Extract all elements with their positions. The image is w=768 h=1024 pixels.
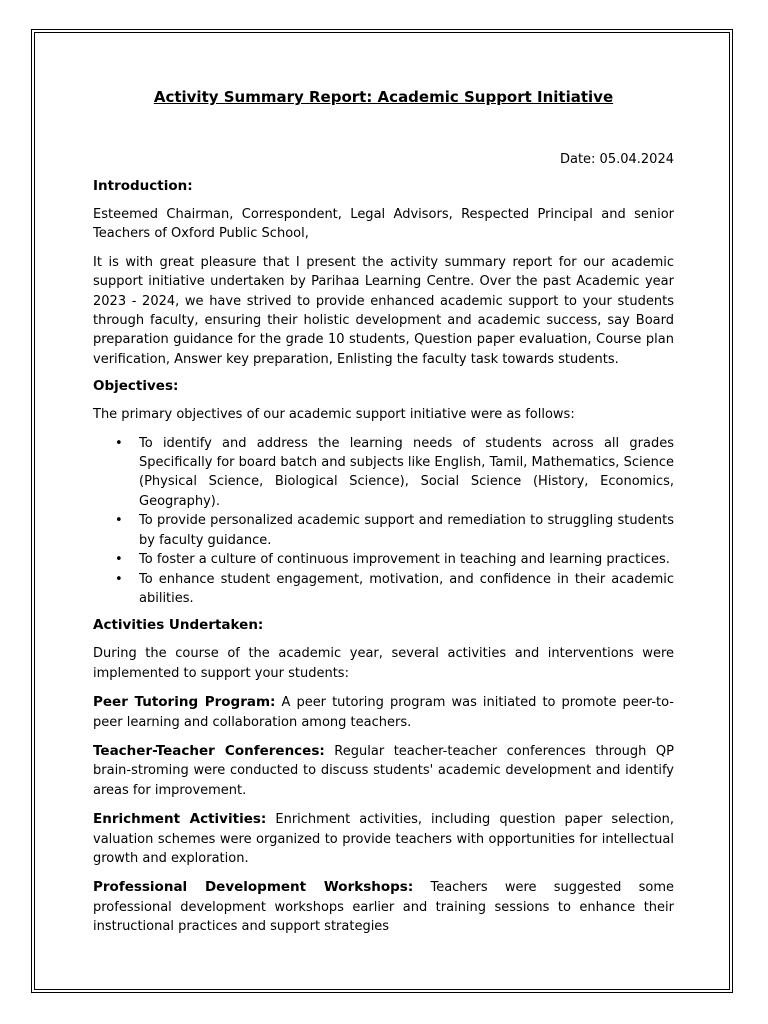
objectives-heading: Objectives: [93, 378, 179, 395]
activity-description: Enrichment activities, including question paper selection, valuation schemes were organized to provide teachers with opportunities for intellectual growth and exploration. [93, 812, 674, 866]
introduction-heading: Introduction: [93, 178, 193, 194]
objectives-intro: The primary objectives of our academic support initiative were as follows: [93, 407, 575, 423]
intro-paragraph: It is with great pleasure that I present the activity summary report for our academic support initiative undertaken by Parihaa Learning Centre. Over the past Academic year 2023 - 2024, we have strived to provide enhanced academic support to your students through faculty, ensuring their holistic development and academic success, say Board preparation guidance for the grade 10 students, Question paper evaluation, Course plan verification, Answer key preparation, Enlisting the faculty task towards students. [93, 254, 674, 367]
activity-description: A peer tutoring program was initiated to promote peer-to-peer learning and collaboration among teachers. [93, 695, 674, 730]
activity-enrichment [93, 810, 674, 868]
activity-peer-tutoring [93, 693, 674, 732]
objective-text: To identify and address the learning needs of students across all grades Specifically for board batch and subjects like English, Tamil, Mathematics, Science (Physical Science, Biological Science), Social Science (History, Economics, Geography). [139, 435, 674, 509]
activity-name: Peer Tutoring Program: [93, 694, 276, 711]
document-date: Date: 05.04.2024 [559, 152, 674, 167]
bullet-icon: • [115, 435, 123, 451]
activity-description: Teachers were suggested some professional development workshops earlier and training sessions to enhance their instructional practices and support strategies [93, 880, 674, 935]
bullet-icon: • [115, 571, 123, 587]
activities-intro: During the course of the academic year, several activities and interventions were implemented to support your students: [93, 646, 674, 681]
list-item [115, 511, 674, 550]
bullet-icon: • [115, 513, 123, 529]
activity-name: Enrichment Activities: [93, 811, 267, 828]
activity-name: Professional Development Workshops: [93, 879, 414, 896]
document-body [93, 86, 674, 937]
objective-text: To foster a culture of continuous improvement in teaching and learning practices. [139, 552, 670, 568]
activity-teacher-conferences [93, 742, 674, 800]
objective-text: To provide personalized academic support and remediation to struggling students by faculty guidance. [139, 513, 674, 548]
activity-description: Regular teacher-teacher conferences through QP brain-stroming were conducted to discuss students' academic development and identify areas for improvement. [93, 743, 674, 798]
activities-heading: Activities Undertaken: [93, 617, 264, 634]
salutation-paragraph: Esteemed Chairman, Correspondent, Legal Advisors, Respected Principal and senior Teachers of Oxford Public School, [93, 207, 674, 242]
objective-text: To enhance student engagement, motivation, and confidence in their academic abilities. [139, 571, 674, 606]
activity-name: Teacher-Teacher Conferences: [93, 742, 325, 759]
document-title: Activity Summary Report: Academic Support Initiative [153, 88, 614, 106]
objectives-list [93, 434, 674, 609]
activity-professional-development [93, 878, 674, 936]
bullet-icon: • [115, 552, 123, 568]
list-item [115, 434, 674, 512]
list-item [115, 570, 674, 609]
list-item [115, 550, 674, 569]
